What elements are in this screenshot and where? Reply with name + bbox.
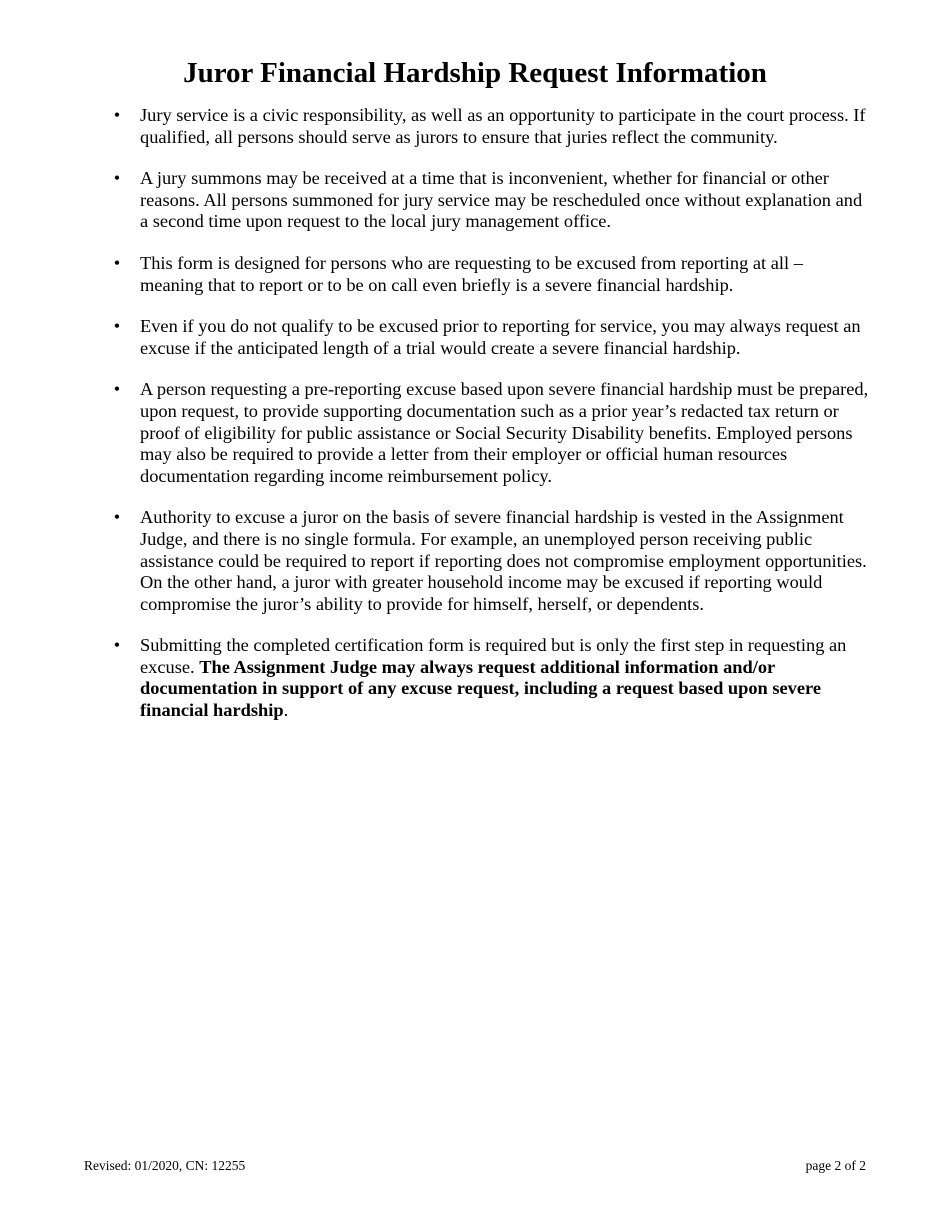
bullet-icon [111,379,123,401]
bullet-text-tail: . [283,700,289,721]
list-item [106,379,870,487]
list-item [106,168,870,233]
bullet-icon [111,253,123,275]
page-title: Juror Financial Hardship Request Information [183,57,767,89]
bullet-icon [111,635,123,657]
bullet-icon [111,507,123,529]
bullet-text-bold: The Assignment Judge may always request additional information and/or documentation in support of any excuse request, including a request based upon severe financial hardship [140,656,822,721]
list-item [106,253,870,296]
bullet-text: Authority to excuse a juror on the basis of severe financial hardship is vested in the Assignment Judge, and there is no single formula. For example, an unemployed person receiving public assistance could be required to report if reporting does not compromise employment opportunities. On the other hand, a juror with greater household income may be excused if reporting would compromise the juror’s ability to provide for himself, herself, or dependents. [140,507,867,614]
bullet-text: Even if you do not qualify to be excused prior to reporting for service, you may always request an excuse if the anticipated length of a trial would create a severe financial hardship. [140,316,861,358]
list-item [106,105,870,148]
bullet-text: Jury service is a civic responsibility, as well as an opportunity to participate in the court process. If qualified, all persons should serve as jurors to ensure that juries reflect the community. [140,105,866,147]
list-item [106,635,870,721]
page-number: page 2 of 2 [805,1158,866,1173]
bullet-text: A person requesting a pre-reporting excuse based upon severe financial hardship must be prepared, upon request, to provide supporting documentation such as a prior year’s redacted tax return or proof of eligibility for public assistance or Social Security Disability benefits. Employed persons may also be required to provide a letter from their employer or official human resources documentation regarding income reimbursement policy. [140,379,869,486]
bullet-icon [111,316,123,338]
bullet-icon [111,105,123,127]
bullet-text-plain: Submitting the completed certification form is required but is only the first step in requesting an excuse. [140,635,847,677]
bullet-text: This form is designed for persons who are requesting to be excused from reporting at all – meaning that to report or to be on call even briefly is a severe financial hardship. [140,252,803,295]
list-item [106,507,870,615]
bullet-icon [111,168,123,190]
bullet-list [106,105,870,742]
revision-label: Revised: 01/2020, CN: 12255 [84,1158,246,1173]
bullet-text: A jury summons may be received at a time that is inconvenient, whether for financial or other reasons. All persons summoned for jury service may be rescheduled once without explanation and a second time upon request to the local jury management office. [140,168,863,232]
list-item [106,316,870,359]
bullet-text [140,635,870,721]
